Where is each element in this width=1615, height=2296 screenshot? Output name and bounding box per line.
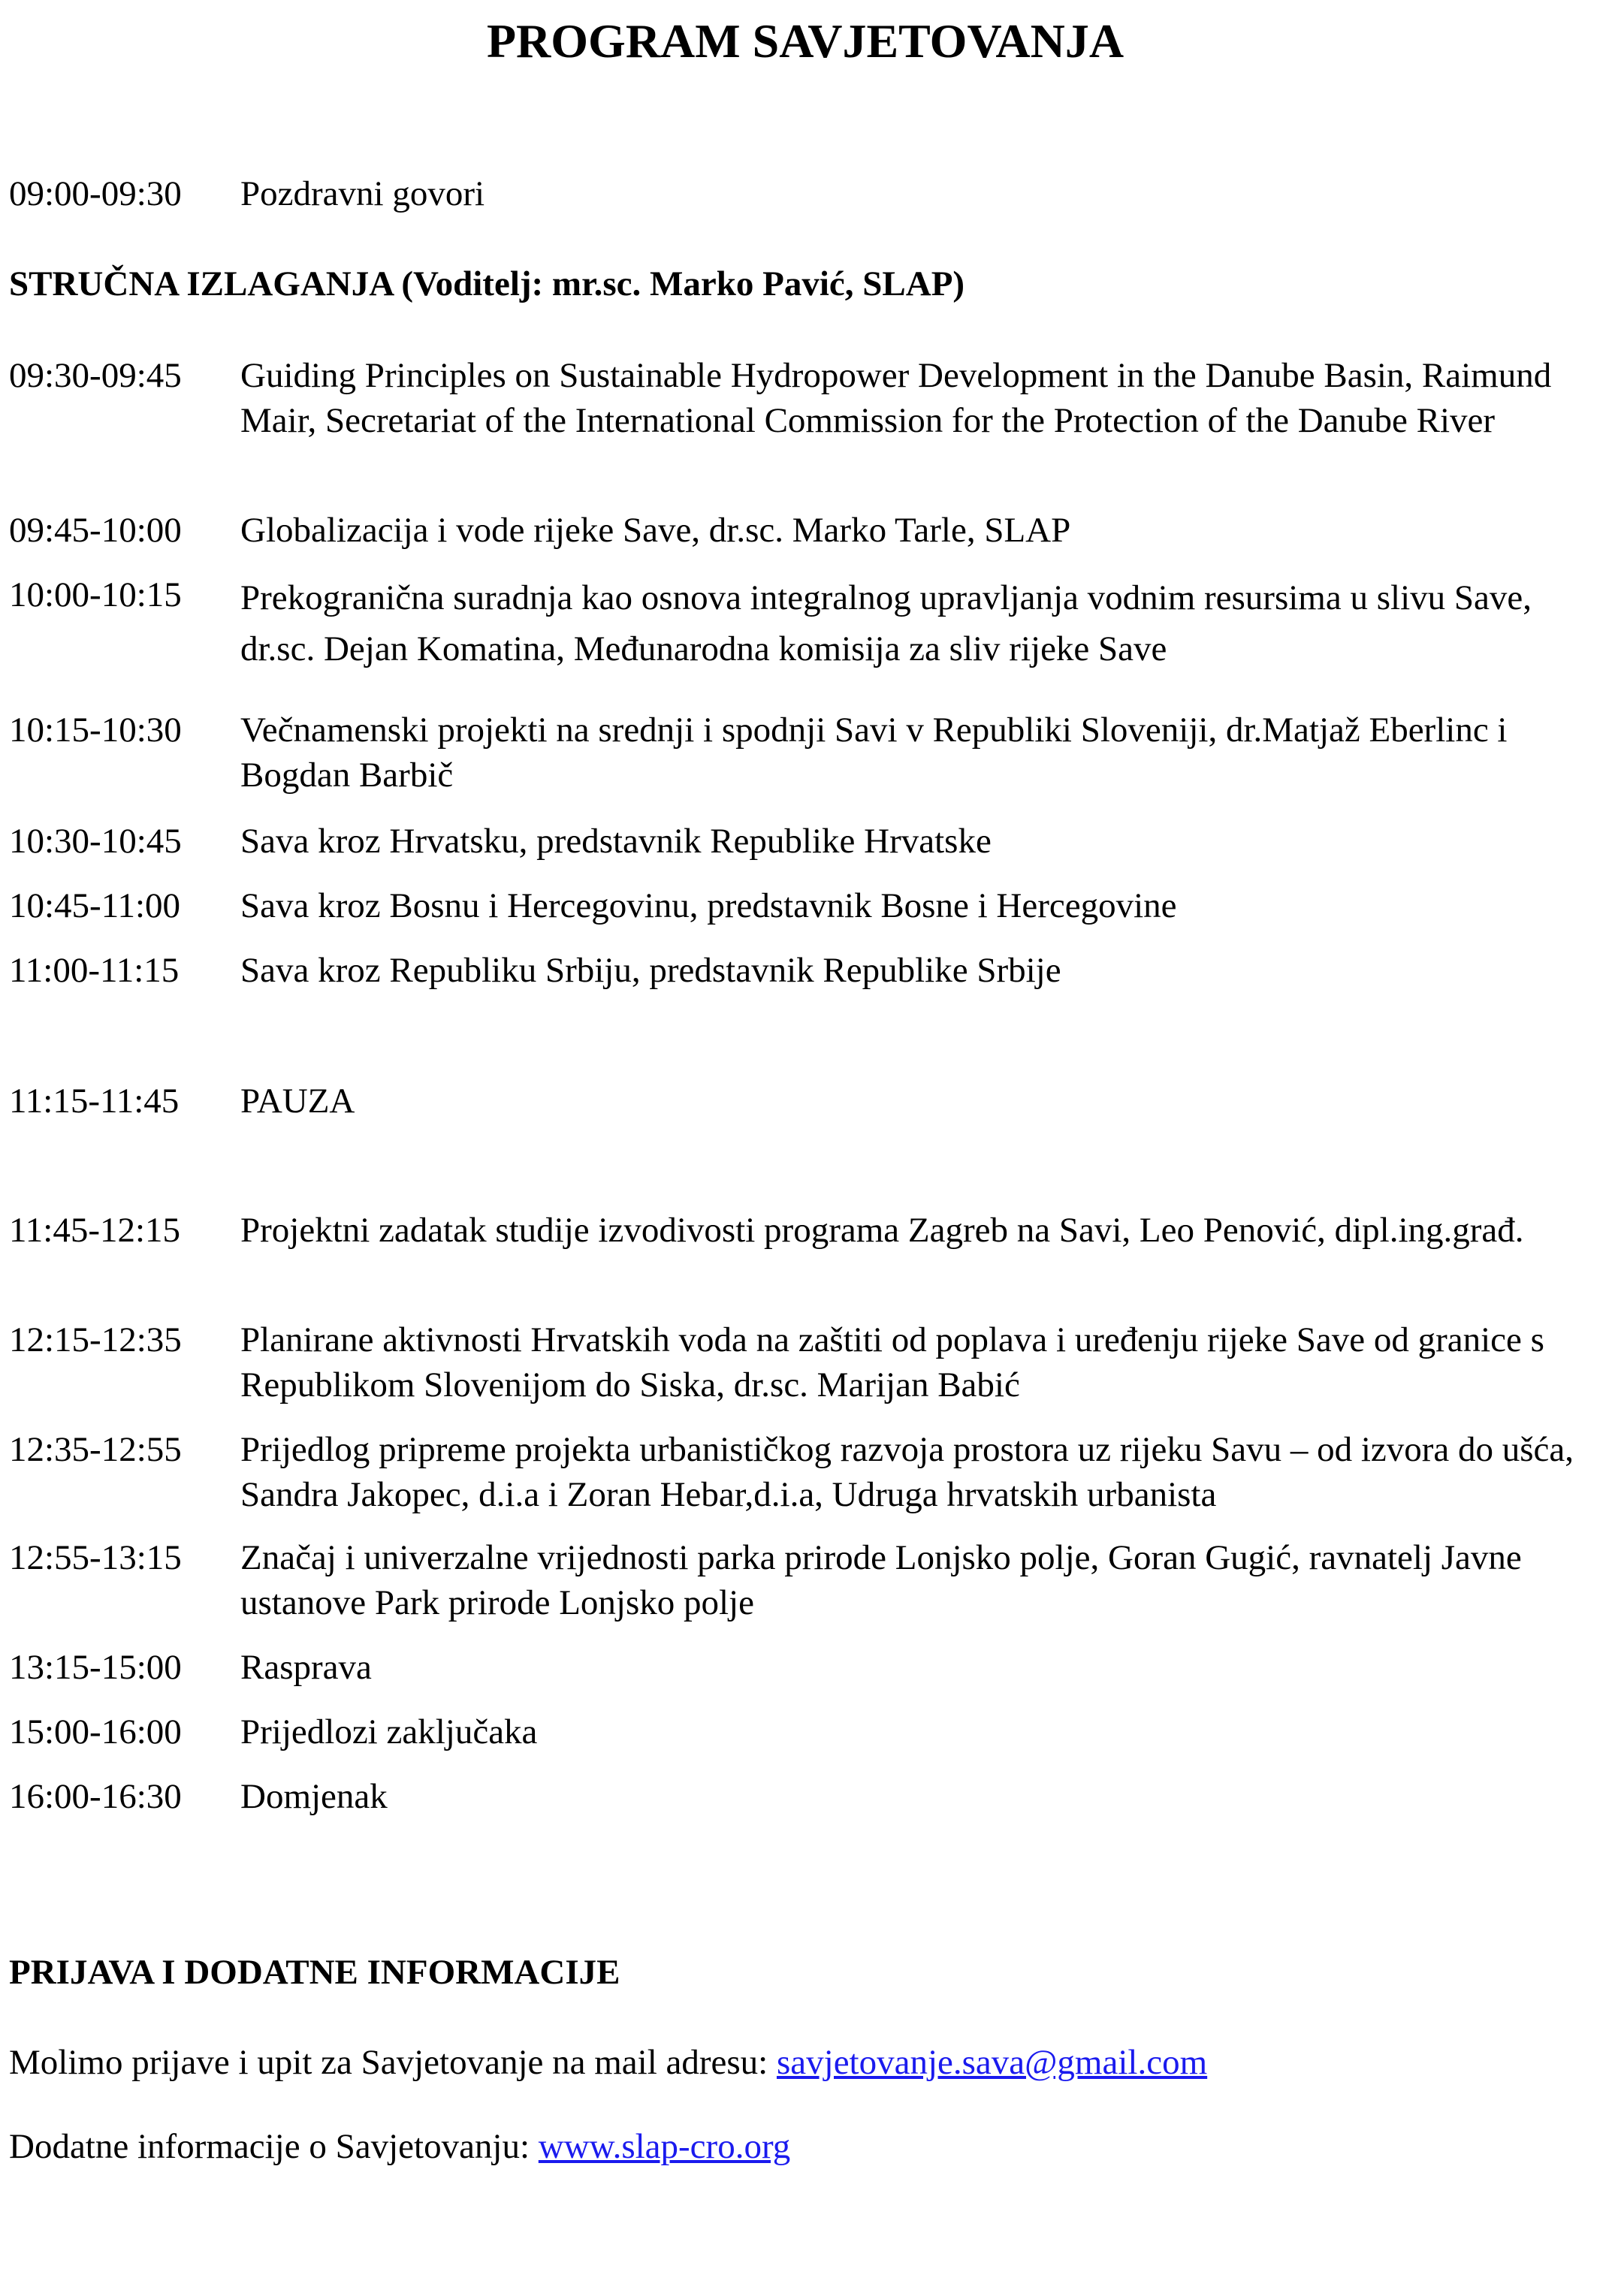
schedule-time: 10:45-11:00 [9,886,181,925]
schedule-time: 13:15-15:00 [9,1648,182,1687]
schedule-text: Pozdravni govori [240,174,485,213]
schedule-time: 10:00-10:15 [9,575,182,614]
schedule-time: 12:55-13:15 [9,1538,182,1577]
website-link[interactable]: www.slap-cro.org [538,2127,791,2166]
schedule-time: 09:30-09:45 [9,356,182,395]
schedule-time: 12:15-12:35 [9,1320,182,1359]
document-page [9,0,1601,2296]
more-info-text: Dodatne informacije o Savjetovanju: [9,2127,539,2166]
info-heading: PRIJAVA I DODATNE INFORMACIJE [9,1953,620,1992]
schedule-text: Sava kroz Republiku Srbiju, predstavnik Republike Srbije [240,951,1061,990]
schedule-text: Globalizacija i vode rijeke Save, dr.sc. Marko Tarle, SLAP [240,511,1071,550]
schedule-text: Sava kroz Hrvatsku, predstavnik Republike Hrvatske [240,822,992,861]
more-info-paragraph [9,2124,790,2169]
schedule-time: 10:15-10:30 [9,711,182,750]
schedule-time: 11:15-11:45 [9,1082,180,1121]
email-link[interactable]: savjetovanje.sava@gmail.com [776,2043,1208,2082]
schedule-time: 15:00-16:00 [9,1712,182,1751]
schedule-text: Prijedlozi zaključaka [240,1712,538,1751]
schedule-text: Domjenak [240,1777,388,1816]
schedule-text: Planirane aktivnosti Hrvatskih voda na zaštiti od poplava i uređenju rijeke Save od granice s Republikom Slovenijom do Siska, dr.sc. Marijan Babić [240,1320,1544,1404]
schedule-time: 10:30-10:45 [9,822,182,861]
schedule-text: Projektni zadatak studije izvodivosti programa Zagreb na Savi, Leo Penović, dipl.ing.građ. [240,1211,1524,1250]
schedule-time: 12:35-12:55 [9,1430,182,1469]
schedule-time: 11:00-11:15 [9,951,180,990]
schedule-text: PAUZA [240,1082,355,1121]
schedule-text: Večnamenski projekti na srednji i spodnji Savi v Republiki Sloveniji, dr.Matjaž Eberlinc i Bogdan Barbič [240,711,1508,795]
section-heading: STRUČNA IZLAGANJA (Voditelj: mr.sc. Marko Pavić, SLAP) [9,264,965,303]
page-title: PROGRAM SAVJETOVANJA [486,14,1124,68]
schedule-text: Sava kroz Bosnu i Hercegovinu, predstavnik Bosne i Hercegovine [240,886,1177,925]
schedule-text: Značaj i univerzalne vrijednosti parka prirode Lonjsko polje, Goran Gugić, ravnatelj Javne ustanove Park prirode Lonjsko polje [240,1538,1522,1622]
schedule-time: 09:00-09:30 [9,174,182,213]
schedule-text: Prekogranična suradnja kao osnova integralnog upravljanja vodnim resursima u slivu Save, dr.sc. Dejan Komatina, Međunarodna komisija za sliv rijeke Save [240,578,1532,668]
schedule-time: 11:45-12:15 [9,1211,181,1250]
schedule-text: Guiding Principles on Sustainable Hydropower Development in the Danube Basin, Raimund Mair, Secretariat of the International Commission for the Protection of the Danube River [240,356,1552,440]
schedule-time: 09:45-10:00 [9,511,182,550]
registration-text: Molimo prijave i upit za Savjetovanje na mail adresu: [9,2043,777,2082]
schedule-text: Prijedlog pripreme projekta urbanističkog razvoja prostora uz rijeku Savu – od izvora do ušća, Sandra Jakopec, d.i.a i Zoran Hebar,d.i.a, Udruga hrvatskih urbanista [240,1430,1574,1514]
schedule-time: 16:00-16:30 [9,1777,182,1816]
registration-paragraph [9,2040,1207,2085]
schedule-text: Rasprava [240,1648,372,1687]
